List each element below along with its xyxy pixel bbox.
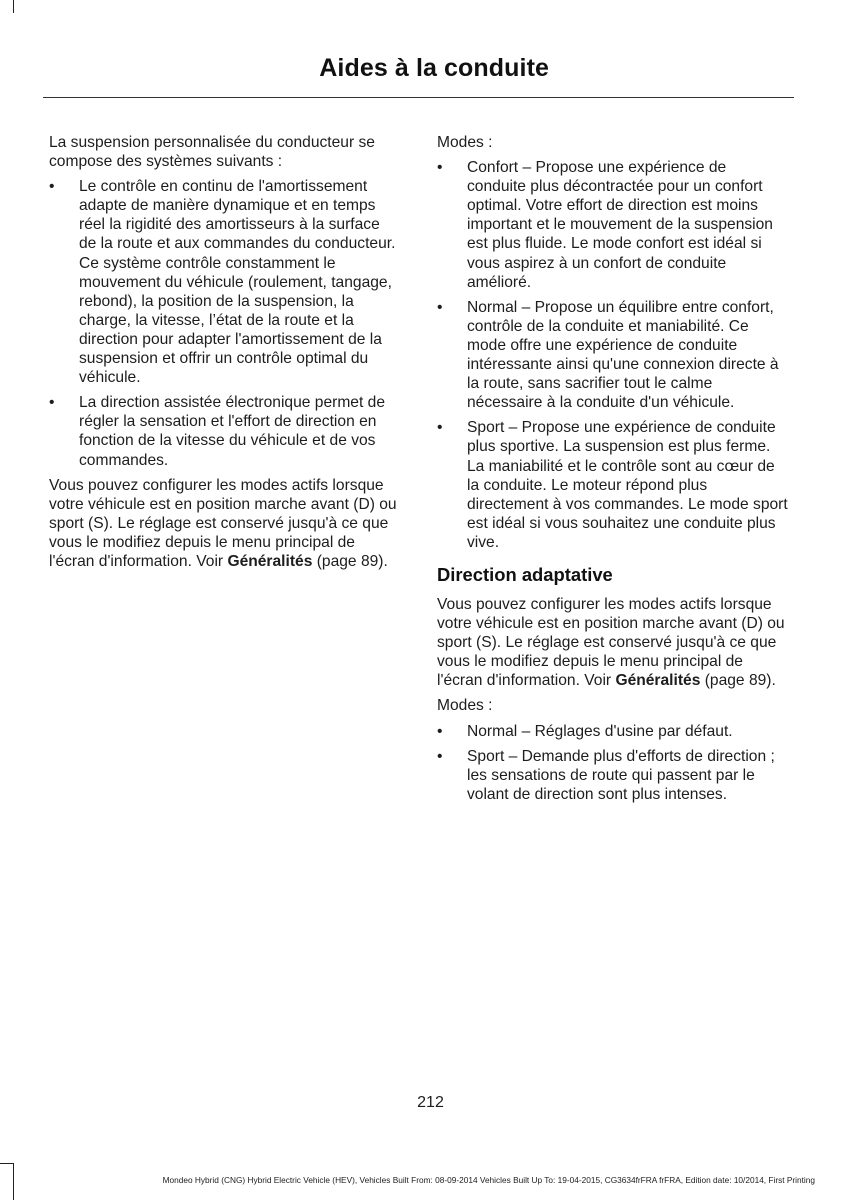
list-item bbox=[437, 418, 789, 552]
page-reference: (page 89). bbox=[700, 672, 776, 690]
list-item-text: Sport – Demande plus d'efforts de direction ; les sensations de route qui passent par le volant de direction sont plus intenses. bbox=[467, 747, 775, 803]
list-item-text: Le contrôle en continu de l'amortissement adapte de manière dynamique et en temps réel la rigidité des amortisseurs à la surface de la route et aux commandes du conducteur. Ce système contrôle constamment le mouvement du véhicule (roulement, tangage, rebond), la position de la suspension, la charge, la vitesse, l’état de la route et la direction pour adapter l'amortissement de la suspension et offrir un contrôle optimal du véhicule. bbox=[79, 178, 396, 387]
list-item bbox=[437, 722, 789, 741]
list-item-text: La direction assistée électronique permet de régler la sensation et l'effort de direction en fonction de la vitesse du véhicule et de vos commandes. bbox=[79, 394, 385, 469]
list-item-text: Normal – Réglages d'usine par défaut. bbox=[467, 722, 733, 740]
list-item bbox=[437, 747, 789, 804]
crop-mark-top bbox=[13, 0, 14, 13]
list-item bbox=[49, 393, 401, 469]
list-item-text: Confort – Propose une expérience de conduite plus décontractée pour un confort optimal. Votre effort de direction est moins important et le mouvement de la suspension est plus fluide. Le mode confort est idéal si vous aspirez à un confort de conduite amélioré. bbox=[467, 159, 773, 291]
suspension-systems-list bbox=[49, 177, 401, 469]
page-number: 212 bbox=[417, 1094, 444, 1111]
chapter-title: Aides à la conduite bbox=[319, 54, 549, 82]
modes-label: Modes : bbox=[437, 697, 493, 715]
list-item bbox=[437, 298, 789, 413]
cross-reference-link[interactable]: Généralités bbox=[615, 672, 701, 690]
section-heading: Direction adaptative bbox=[437, 563, 613, 585]
bullet-glyph: • bbox=[437, 298, 443, 316]
list-item-text: Sport – Propose une expérience de conduite plus sportive. La suspension est plus ferme. La maniabilité et le contrôle sont au cœur de la conduite. Le moteur répond plus directement à vos commandes. Le mode sport est idéal si vous souhaitez une conduite plus vive. bbox=[467, 419, 788, 551]
bullet-glyph: • bbox=[437, 722, 443, 740]
modes-list bbox=[437, 158, 789, 552]
bullet-glyph: • bbox=[49, 178, 55, 196]
steering-modes-list bbox=[437, 722, 789, 804]
intro-paragraph: La suspension personnalisée du conducteur se compose des systèmes suivants : bbox=[49, 134, 375, 171]
list-item-text: Normal – Propose un équilibre entre confort, contrôle de la conduite et maniabilité. Ce mode offre une expérience de conduite intéressante ainsi qu'une connexion directe à la route, sans sacrifier tout le calme nécessaire à la conduite d'un véhicule. bbox=[467, 298, 779, 412]
modes-label: Modes : bbox=[437, 134, 493, 151]
bullet-glyph: • bbox=[437, 159, 443, 177]
bullet-glyph: • bbox=[437, 419, 443, 437]
bullet-glyph: • bbox=[49, 394, 55, 412]
config-paragraph bbox=[49, 476, 401, 571]
config-text: Vous pouvez configurer les modes actifs lorsque votre véhicule est en position marche avant (D) ou sport (S). Le réglage est conservé jusqu'à ce que vous le modifiez depuis le menu principal de l'écran d'information. Voir bbox=[437, 595, 785, 690]
left-column bbox=[49, 133, 401, 577]
crop-mark-bottom-horizontal bbox=[0, 1163, 13, 1164]
header-rule bbox=[43, 97, 794, 98]
config-paragraph bbox=[437, 595, 789, 690]
list-item bbox=[437, 158, 789, 292]
right-column bbox=[437, 133, 789, 810]
bullet-glyph: • bbox=[437, 747, 443, 765]
config-text: Vous pouvez configurer les modes actifs lorsque votre véhicule est en position marche avant (D) ou sport (S). Le réglage est conservé jusqu'à ce que vous le modifiez depuis le menu principal de l'écran d'information. Voir bbox=[49, 476, 397, 570]
list-item bbox=[49, 177, 401, 387]
cross-reference-link[interactable]: Généralités bbox=[227, 552, 313, 570]
footer-text: Mondeo Hybrid (CNG) Hybrid Electric Vehicle (HEV), Vehicles Built From: 08-09-2014 Vehicles Built Up To: 19-04-2015, CG3634frFRA frFRA, Edition date: 10/2014, First Printing bbox=[162, 1175, 815, 1185]
page-reference: (page 89). bbox=[312, 552, 388, 570]
